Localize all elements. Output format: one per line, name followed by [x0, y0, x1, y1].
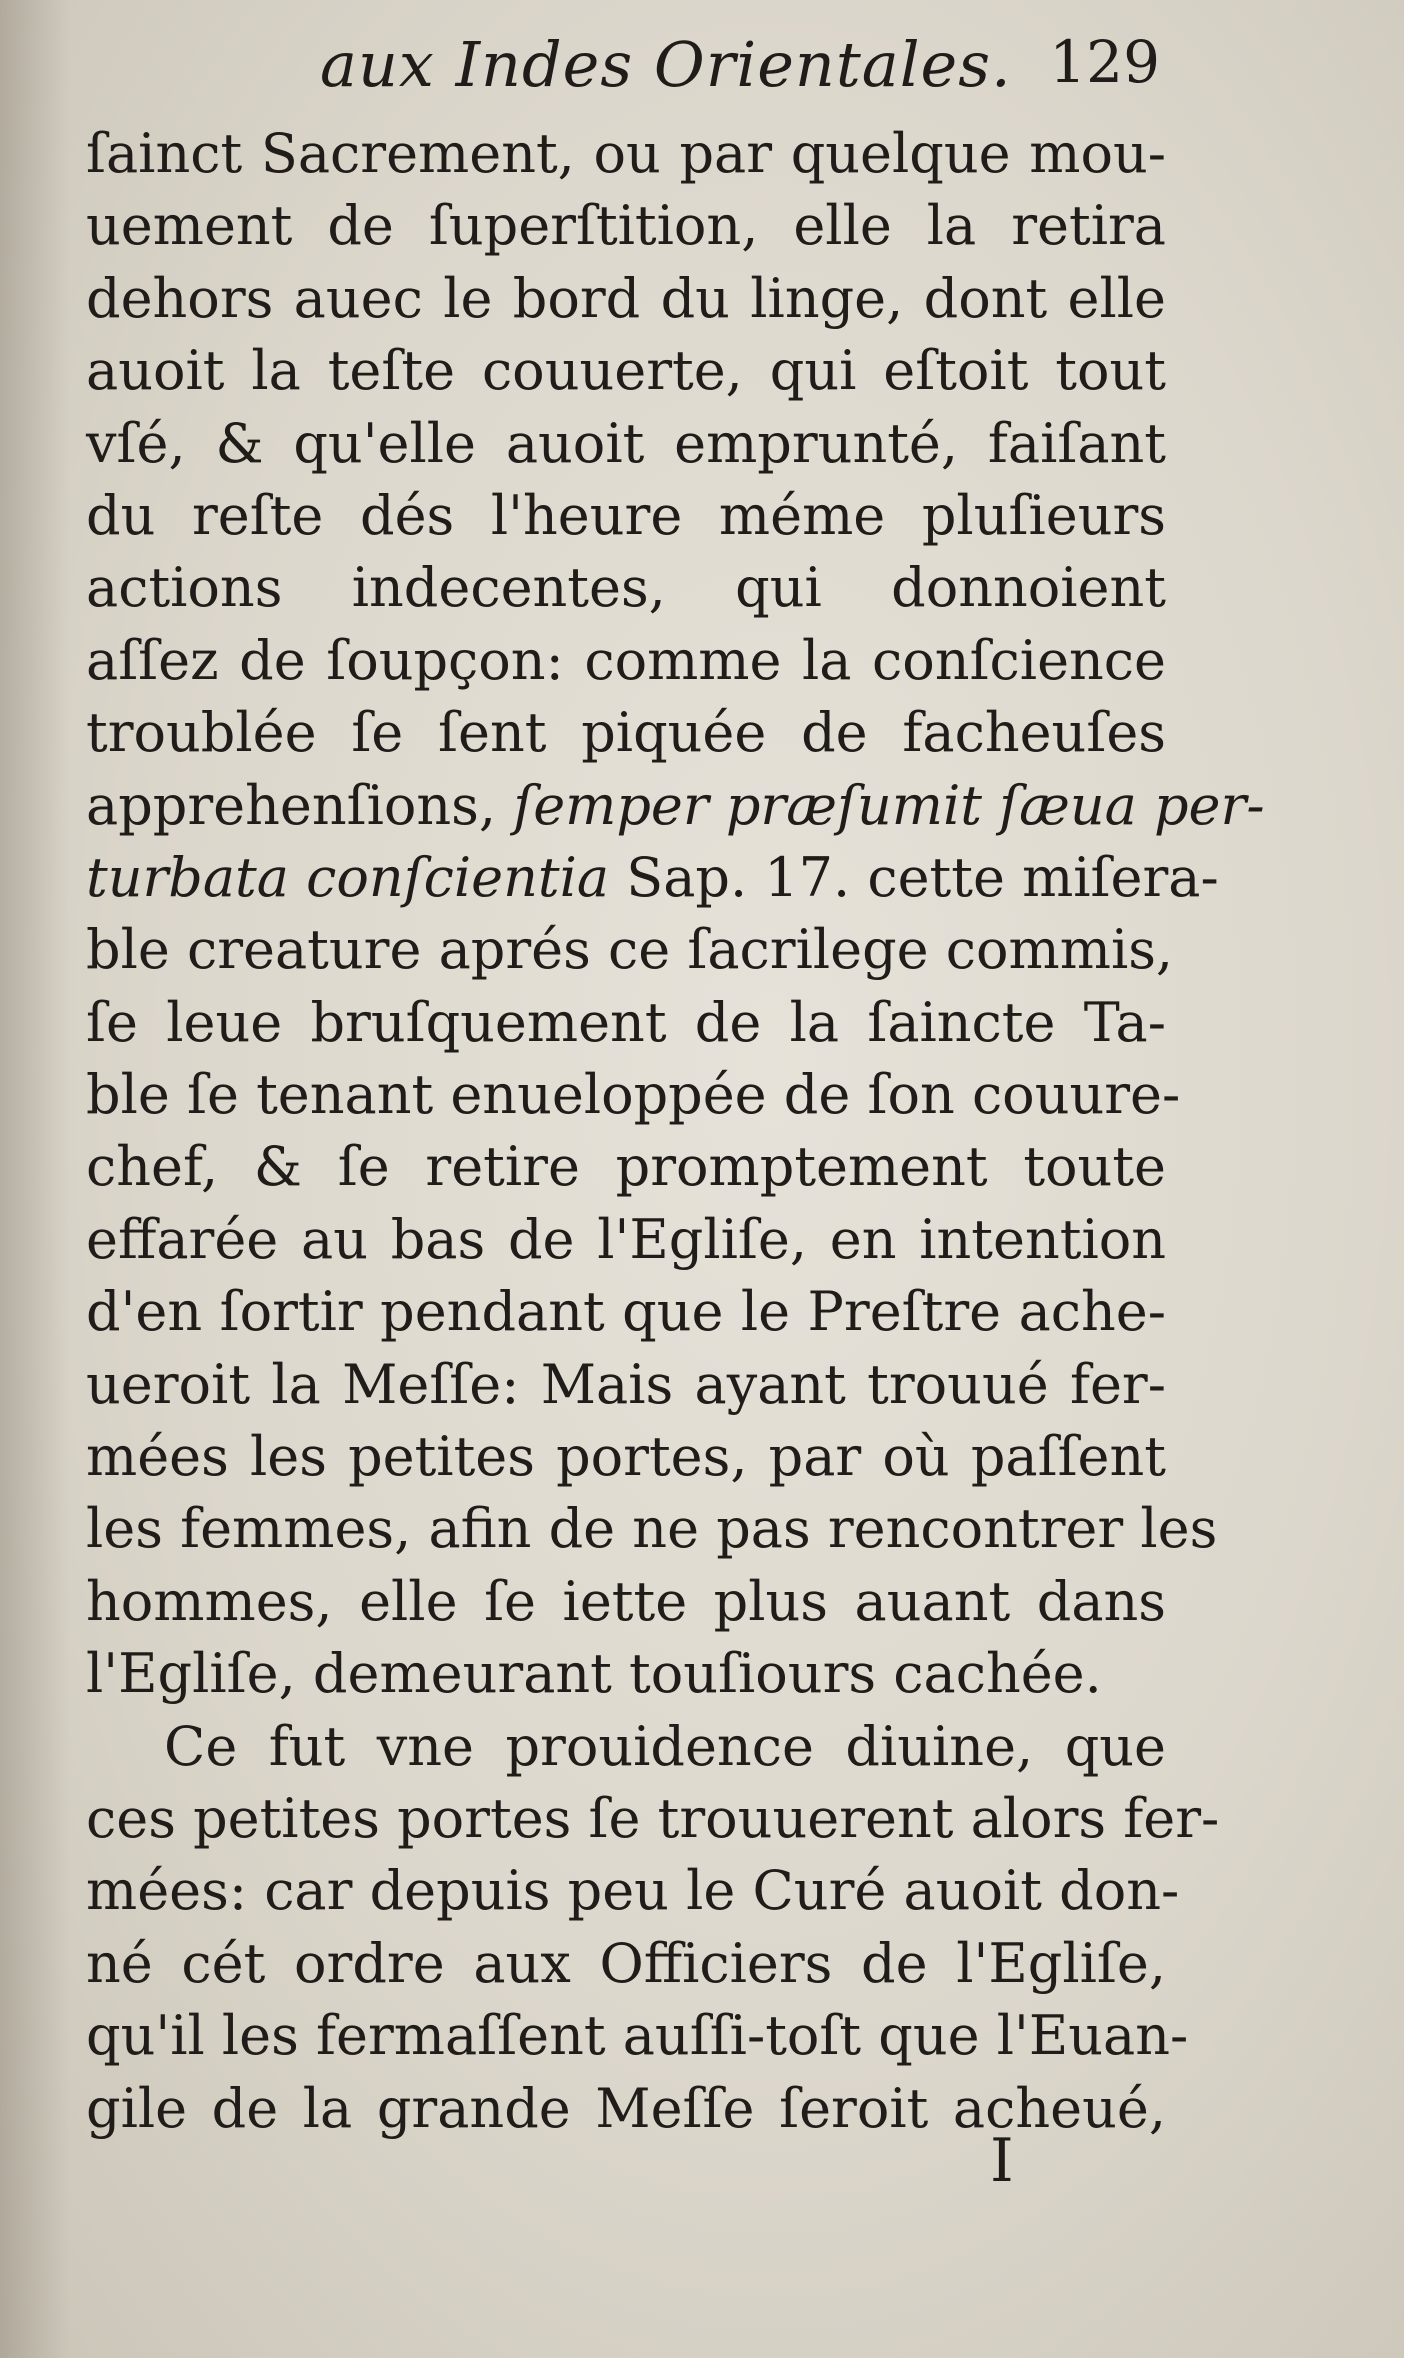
text-line [86, 770, 1265, 842]
text-line: vſé, & qu'elle auoit emprunté, faiſant [86, 411, 1166, 475]
text-line: ſainct Sacrement, ou par quelque mou- [86, 122, 1166, 185]
running-head [300, 28, 1160, 108]
text-line: uement de ſuperſtition, elle la retira [86, 194, 1166, 258]
text-line: troublée ſe ſent piquée de facheuſes [86, 701, 1166, 765]
text-line: hommes, elle ſe iette plus auant dans [86, 1569, 1166, 1633]
text-line: mées les petites portes, par où paſſent [86, 1425, 1166, 1489]
text-line: gile de la grande Meſſe ſeroit acheué, [86, 2076, 1166, 2140]
text-line: qu'il les fermaſſent auſſi-toſt que l'Euan- [86, 2004, 1189, 2068]
text-line: l'Egliſe, demeurant touſiours cachée. [86, 1642, 1102, 1706]
text-line: ueroit la Meſſe: Mais ayant trouué fer- [86, 1352, 1166, 1416]
binding-shadow [0, 0, 70, 2358]
text-line: d'en ſortir pendant que le Preſtre ache- [86, 1280, 1166, 1344]
text-line-roman: apprehenſions, [86, 773, 514, 837]
text-line-roman: Sap. 17. cette miſera- [609, 845, 1219, 909]
text-line: ces petites portes ſe trouuerent alors fer- [86, 1786, 1220, 1850]
text-line: aſſez de ſoupçon: comme la conſcience [86, 628, 1166, 692]
text-line: effarée au bas de l'Egliſe, en intention [86, 1207, 1166, 1271]
text-line: du reſte dés l'heure méme pluſieurs [86, 483, 1166, 547]
latin-quotation: ſemper præſumit ſæua per- [513, 773, 1265, 837]
text-line: les femmes, afin de ne pas rencontrer les [86, 1497, 1218, 1561]
body-text [86, 118, 1265, 2145]
text-line: actions indecentes, qui donnoient [86, 556, 1166, 620]
page-number: 129 [1049, 28, 1160, 96]
text-line: chef, & ſe retire promptement toute [86, 1135, 1166, 1199]
text-line: auoit la teſte couuerte, qui eſtoit tout [86, 339, 1166, 403]
text-line: né cét ordre aux Officiers de l'Egliſe, [86, 1931, 1166, 1995]
text-line: ble ſe tenant enueloppée de ſon couure- [86, 1063, 1181, 1127]
text-line: dehors auec le bord du linge, dont elle [86, 266, 1166, 330]
latin-quotation: turbata conſcientia [86, 845, 610, 909]
text-line: ble creature aprés ce ſacrilege commis, [86, 918, 1174, 982]
text-line: Ce fut vne prouidence diuine, que [164, 1714, 1166, 1778]
signature-mark: I [990, 2126, 1014, 2196]
running-head-title: aux Indes Orientales. [320, 28, 1012, 101]
text-line [86, 842, 1219, 914]
text-line: ſe leue bruſquement de la ſaincte Ta- [86, 990, 1166, 1054]
text-line: mées: car depuis peu le Curé auoit don- [86, 1859, 1180, 1923]
